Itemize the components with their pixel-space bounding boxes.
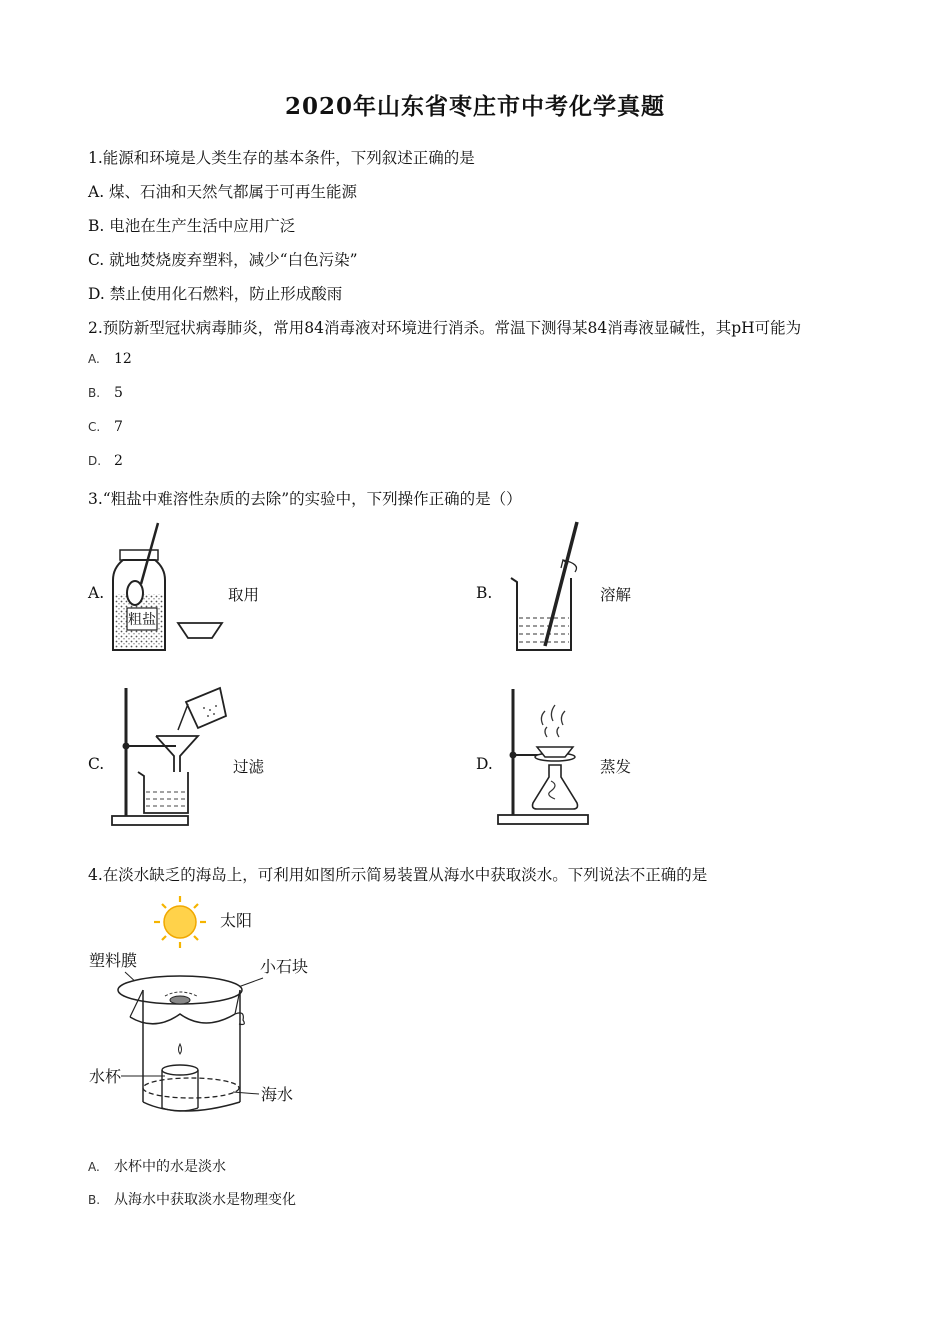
q1-option-d: D. 禁止使用化石燃料，防止形成酸雨	[88, 285, 343, 303]
q3-option-c-caption: 过滤	[233, 758, 265, 776]
q3-option-d-caption: 蒸发	[600, 758, 632, 776]
q3-option-c-letter: C.	[88, 755, 105, 773]
seawater-label: 海水	[261, 1085, 294, 1104]
q2-option-c: C. 7	[88, 419, 123, 435]
q4-stem: 4.在淡水缺乏的海岛上，可利用如图所示简易装置从海水中获取淡水。下列说法不正确的是	[88, 866, 708, 884]
q3-figure-c-filtration	[108, 680, 233, 830]
sun-label: 太阳	[220, 911, 253, 930]
q3-option-a-caption: 取用	[228, 586, 260, 604]
q2-option-b: B. 5	[88, 385, 123, 401]
sun-icon	[154, 896, 206, 948]
film-label: 塑料膜	[89, 951, 138, 970]
q1-stem: 1.能源和环境是人类生存的基本条件，下列叙述正确的是	[88, 149, 475, 167]
q2-stem: 2.预防新型冠状病毒肺炎，常用84消毒液对环境进行消杀。常温下测得某84消毒液显碱性，其pH可能为	[88, 319, 802, 337]
q2-option-d: D. 2	[88, 453, 123, 469]
q1-option-b: B. 电池在生产生活中应用广泛	[88, 217, 296, 235]
cup-label: 水杯	[89, 1067, 122, 1086]
bottle-label: 粗盐	[128, 612, 156, 628]
q3-figure-a-salt-bottle	[105, 520, 230, 658]
q1-option-c: C. 就地焚烧废弃塑料，减少“白色污染”	[88, 251, 358, 269]
q3-option-a-letter: A.	[88, 584, 105, 602]
q3-option-d-letter: D.	[476, 755, 493, 773]
q4-option-b: B. 从海水中获取淡水是物理变化	[88, 1192, 296, 1208]
q1-option-a: A. 煤、石油和天然气都属于可再生能源	[88, 183, 358, 201]
q2-option-a: A. 12	[88, 351, 132, 367]
q4-option-a: A. 水杯中的水是淡水	[88, 1159, 226, 1175]
q3-option-b-caption: 溶解	[600, 586, 632, 604]
q3-option-b-letter: B.	[476, 584, 493, 602]
q3-stem: 3.“粗盐中难溶性杂质的去除”的实验中，下列操作正确的是（）	[88, 490, 522, 508]
q3-figure-d-evaporation	[495, 685, 595, 830]
q3-figure-b-beaker	[505, 520, 580, 655]
page-title: 2020年山东省枣庄市中考化学真题	[284, 93, 665, 120]
q4-figure-solar-still	[85, 892, 325, 1124]
stone-label: 小石块	[260, 957, 309, 976]
